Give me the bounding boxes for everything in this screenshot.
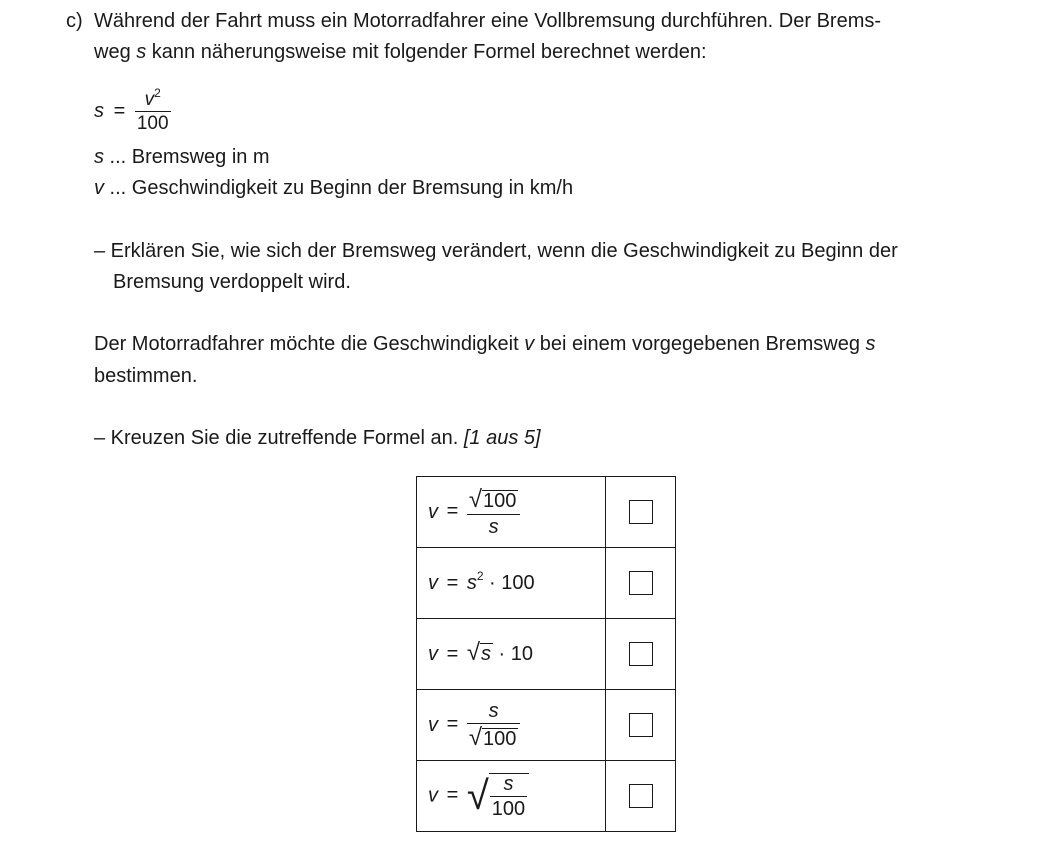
choice-row — [417, 548, 676, 619]
choice-checkbox-5[interactable] — [629, 784, 653, 808]
choice-checkbox-1[interactable] — [629, 500, 653, 524]
statement-line-1: Der Motorradfahrer möchte die Geschwindigkeit v bei einem vorgegebenen Bremsweg s — [94, 333, 876, 355]
legend-v: v ... Geschwindigkeit zu Beginn der Bremsung in km/h — [94, 177, 574, 199]
question-1-line-1: – Erklären Sie, wie sich der Bremsweg verändert, wenn die Geschwindigkeit zu Beginn der — [94, 240, 898, 262]
choices-table — [416, 476, 676, 832]
legend-s: s ... Bremsweg in m — [94, 146, 270, 168]
choice-checkbox-2[interactable] — [629, 571, 653, 595]
choice-formula-5: v = √ $\frac{s}{100}$ — [417, 761, 606, 832]
choice-checkbox-3[interactable] — [629, 642, 653, 666]
task-label: c) — [66, 10, 83, 32]
choice-formula-3: v = √s · 10 — [417, 619, 606, 690]
choice-checkbox-4[interactable] — [629, 713, 653, 737]
intro-line-2: weg s kann näherungsweise mit folgender Formel berechnet werden: — [94, 41, 707, 63]
choice-row — [417, 761, 676, 832]
choice-formula-4: v = $\frac{s}{√100}$ — [417, 690, 606, 761]
choice-formula-2: $v = s^2 \cdot 100$ — [417, 548, 606, 619]
braking-formula: s = $\frac{v^2}{100}$ — [94, 85, 169, 134]
intro-line-1: Während der Fahrt muss ein Motorradfahrer eine Vollbremsung durchführen. Der Brems- — [94, 10, 882, 32]
choice-formula-1: v = $\frac{√100}{s}$ — [417, 477, 606, 548]
choice-row — [417, 619, 676, 690]
choice-row — [417, 690, 676, 761]
question-2: – Kreuzen Sie die zutreffende Formel an. [1 aus 5] — [94, 427, 541, 449]
statement-line-2: bestimmen. — [94, 365, 198, 387]
choice-row — [417, 477, 676, 548]
question-1-line-2: Bremsung verdoppelt wird. — [113, 271, 351, 293]
